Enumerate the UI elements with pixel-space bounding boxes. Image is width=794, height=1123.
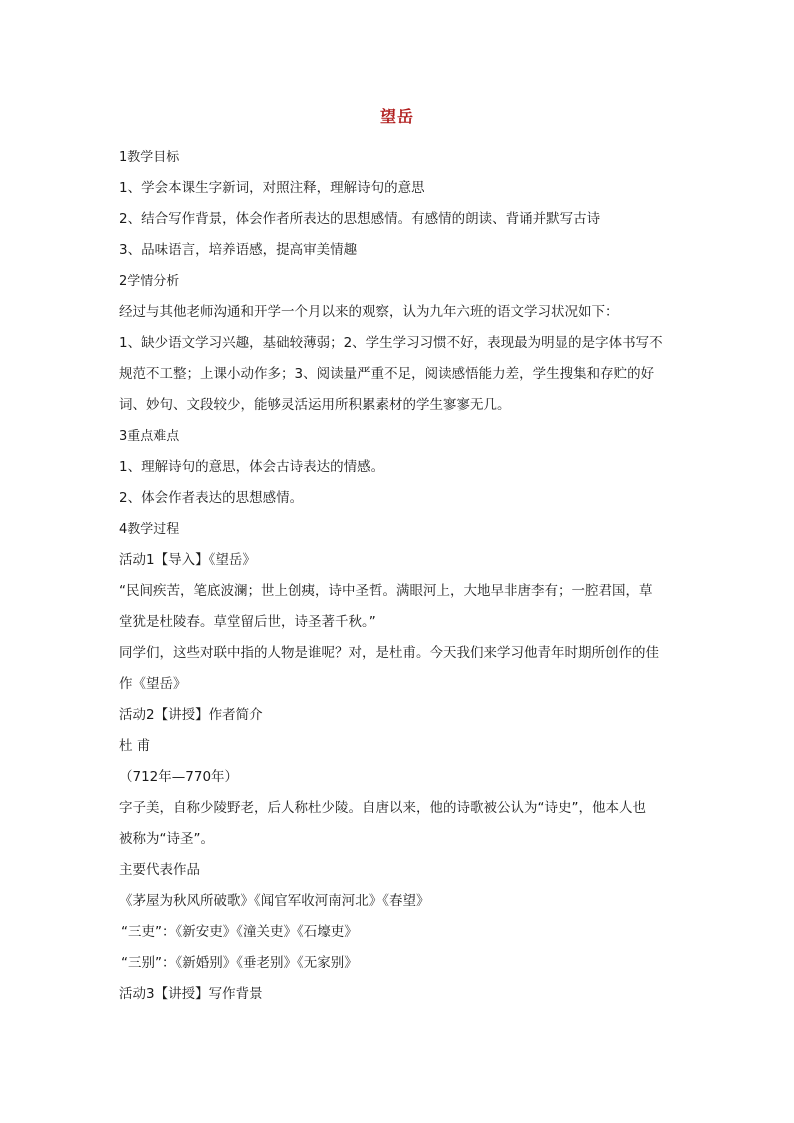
- section-heading-key-points: 3重点难点: [119, 429, 180, 444]
- author-dates: （712年—770年）: [119, 769, 239, 785]
- works-line: 《茅屋为秋风所破歌》《闻官军收河南河北》《春望》: [119, 893, 430, 909]
- paragraph-line: 1、学会本课生字新词，对照注释，理解诗句的意思: [119, 180, 425, 196]
- paragraph-line: 堂犹是杜陵春。草堂留后世，诗圣著千秋。”: [119, 614, 376, 630]
- document-title: 望岳: [379, 107, 414, 126]
- document-body: [119, 142, 679, 1010]
- works-line: “三吏”：《新安吏》《潼关吏》《石壕吏》: [121, 924, 358, 940]
- paragraph-line: 字子美，自称少陵野老，后人称杜少陵。自唐以来，他的诗歌被公认为“诗史”，他本人也: [119, 800, 646, 816]
- paragraph-line: 3、品味语言，培养语感，提高审美情趣: [119, 242, 358, 258]
- paragraph-line: 1、理解诗句的意思，体会古诗表达的情感。: [119, 459, 385, 475]
- works-heading: 主要代表作品: [119, 862, 200, 878]
- author-name: 杜 甫: [119, 738, 151, 754]
- paragraph-line: 词、妙句、文段较少，能够灵活运用所积累素材的学生寥寥无几。: [119, 397, 511, 413]
- paragraph-line: 1、缺少语文学习兴趣，基础较薄弱；2、学生学习习惯不好，表现最为明显的是字体书写不: [119, 335, 663, 351]
- paragraph-line: 同学们，这些对联中指的人物是谁呢？对，是杜甫。今天我们来学习他青年时期所创作的佳: [119, 645, 659, 661]
- paragraph-line: 规范不工整；上课小动作多；3、阅读量严重不足，阅读感悟能力差，学生搜集和存贮的好: [119, 366, 655, 382]
- paragraph-line: 被称为“诗圣”。: [119, 831, 214, 847]
- paragraph-line: “民间疾苦，笔底波澜；世上创痍，诗中圣哲。满眼河上，大地早非唐李有；一腔君国，草: [119, 583, 653, 599]
- paragraph-line: 作《望岳》: [119, 676, 187, 692]
- section-heading-process: 4教学过程: [119, 522, 180, 537]
- activity-heading: 活动3【讲授】写作背景: [119, 986, 263, 1002]
- paragraph-line: 2、体会作者表达的思想感情。: [119, 490, 304, 506]
- section-heading-objectives: 1教学目标: [119, 150, 180, 165]
- works-line: “三别”：《新婚别》《垂老别》《无家别》: [121, 955, 358, 971]
- activity-heading: 活动2【讲授】作者简介: [119, 707, 263, 723]
- paragraph-line: 2、结合写作背景，体会作者所表达的思想感情。有感情的朗读、背诵并默写古诗: [119, 211, 601, 227]
- section-heading-analysis: 2学情分析: [119, 274, 180, 289]
- paragraph-line: 经过与其他老师沟通和开学一个月以来的观察，认为九年六班的语文学习状况如下：: [119, 304, 619, 320]
- activity-heading: 活动1【导入】《望岳》: [119, 552, 256, 568]
